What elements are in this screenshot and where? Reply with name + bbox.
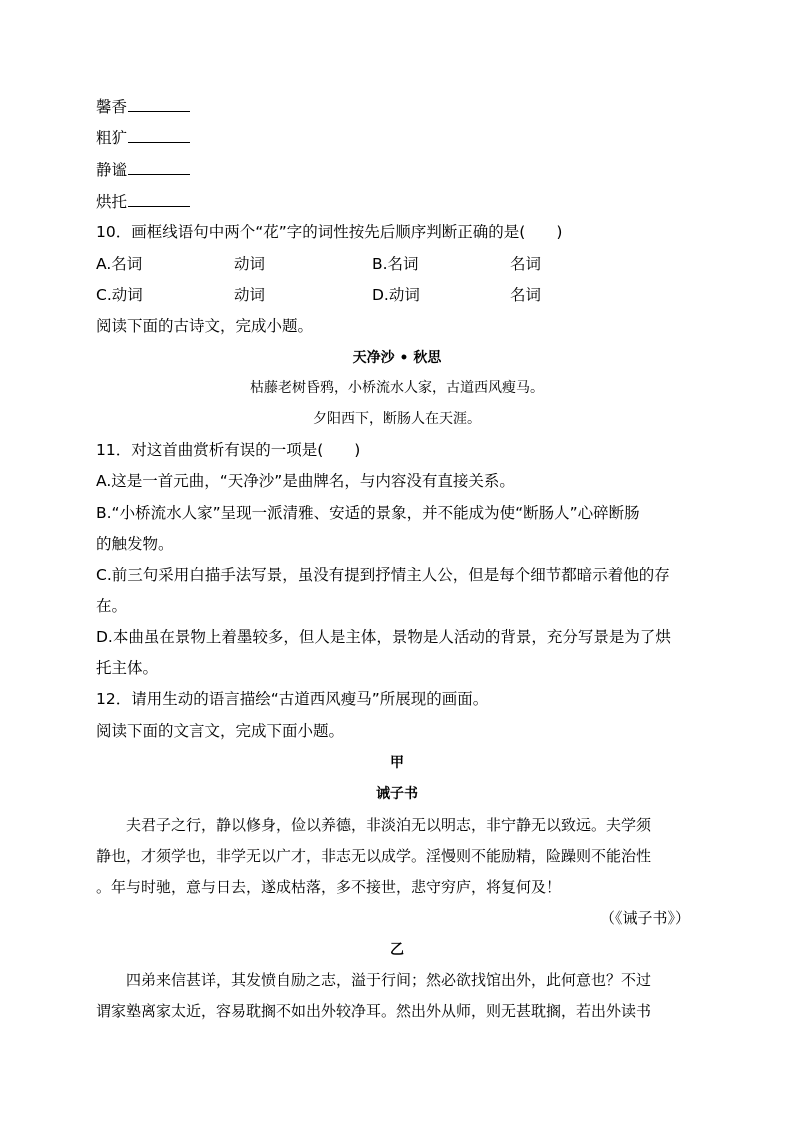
q11-option-d-line-2: 托主体。	[96, 659, 159, 677]
q10-option-d-first: D.动词	[372, 286, 420, 304]
answer-blank[interactable]	[128, 128, 190, 143]
answer-blank[interactable]	[128, 160, 190, 175]
q11-option-c-line-2: 在。	[96, 597, 128, 615]
q10-option-d-second: 名词	[510, 286, 542, 304]
q11-option-c-line-1: C.前三句采用白描手法写景，虽没有提到抒情主人公，但是每个细节都暗示着他的存	[96, 566, 670, 584]
vocab-item-3	[96, 160, 190, 180]
answer-blank[interactable]	[128, 192, 190, 207]
passage-yi-label: 乙	[390, 942, 404, 958]
q11-stem: 11．对这首曲赏析有误的一项是( )	[96, 441, 361, 459]
q10-option-c-first: C.动词	[96, 286, 143, 304]
q10-option-a-second: 动词	[234, 255, 266, 273]
vocab-word: 粗犷	[96, 129, 128, 147]
q10-option-b-first: B.名词	[372, 255, 419, 273]
reading-instruction-1: 阅读下面的古诗文，完成小题。	[96, 317, 314, 335]
q11-option-d-line-1: D.本曲虽在景物上着墨较多，但人是主体，景物是人活动的背景，充分写景是为了烘	[96, 628, 671, 646]
vocab-item-2	[96, 128, 190, 148]
vocab-item-1	[96, 97, 190, 117]
vocab-word: 馨香	[96, 98, 128, 116]
q10-option-c-second: 动词	[234, 286, 266, 304]
q10-stem: 10．画框线语句中两个“花”字的词性按先后顺序判断正确的是( )	[96, 223, 563, 241]
vocab-word: 烘托	[96, 193, 128, 211]
passage-jia-line-2: 静也，才须学也，非学无以广才，非志无以成学。淫慢则不能励精，险躁则不能治性	[96, 847, 652, 865]
passage-jia-source: （《诫子书》）	[599, 909, 690, 927]
passage-yi-line-1: 四弟来信甚详，其发愤自励之志，溢于行间；然必欲找馆出外，此何意也？不过	[96, 971, 652, 989]
q10-option-a-first: A.名词	[96, 255, 143, 273]
passage-jia-line-1: 夫君子之行，静以修身，俭以养德，非淡泊无以明志，非宁静无以致远。夫学须	[96, 816, 652, 834]
q11-option-b-line-2: 的触发物。	[96, 535, 174, 553]
q10-option-b-second: 名词	[510, 255, 542, 273]
poem-line-2: 夕阳西下，断肠人在天涯。	[313, 411, 481, 427]
passage-jia-line-3: 。年与时驰，意与日去，遂成枯落，多不接世，悲守穷庐，将复何及！	[96, 878, 562, 896]
q11-option-a: A.这是一首元曲，“天净沙”是曲牌名，与内容没有直接关系。	[96, 472, 515, 490]
vocab-item-4	[96, 192, 190, 212]
q11-option-b-line-1: B.“小桥流水人家”呈现一派清雅、安适的景象，并不能成为使“断肠人”心碎断肠	[96, 504, 640, 522]
reading-instruction-2: 阅读下面的文言文，完成下面小题。	[96, 722, 345, 740]
poem-title: 天净沙 • 秋思	[352, 350, 442, 366]
passage-jia-label: 甲	[390, 755, 404, 771]
passage-yi-line-2: 谓家塾离家太近，容易耽搁不如出外较净耳。然出外从师，则无甚耽搁，若出外读书	[96, 1002, 652, 1020]
poem-line-1: 枯藤老树昏鸦，小桥流水人家，古道西风瘦马。	[250, 380, 544, 396]
q12-stem: 12．请用生动的语言描绘“古道西风瘦马”所展现的画面。	[96, 690, 489, 708]
passage-jia-title: 诫子书	[376, 786, 418, 802]
answer-blank[interactable]	[128, 97, 190, 112]
vocab-word: 静谧	[96, 161, 128, 179]
